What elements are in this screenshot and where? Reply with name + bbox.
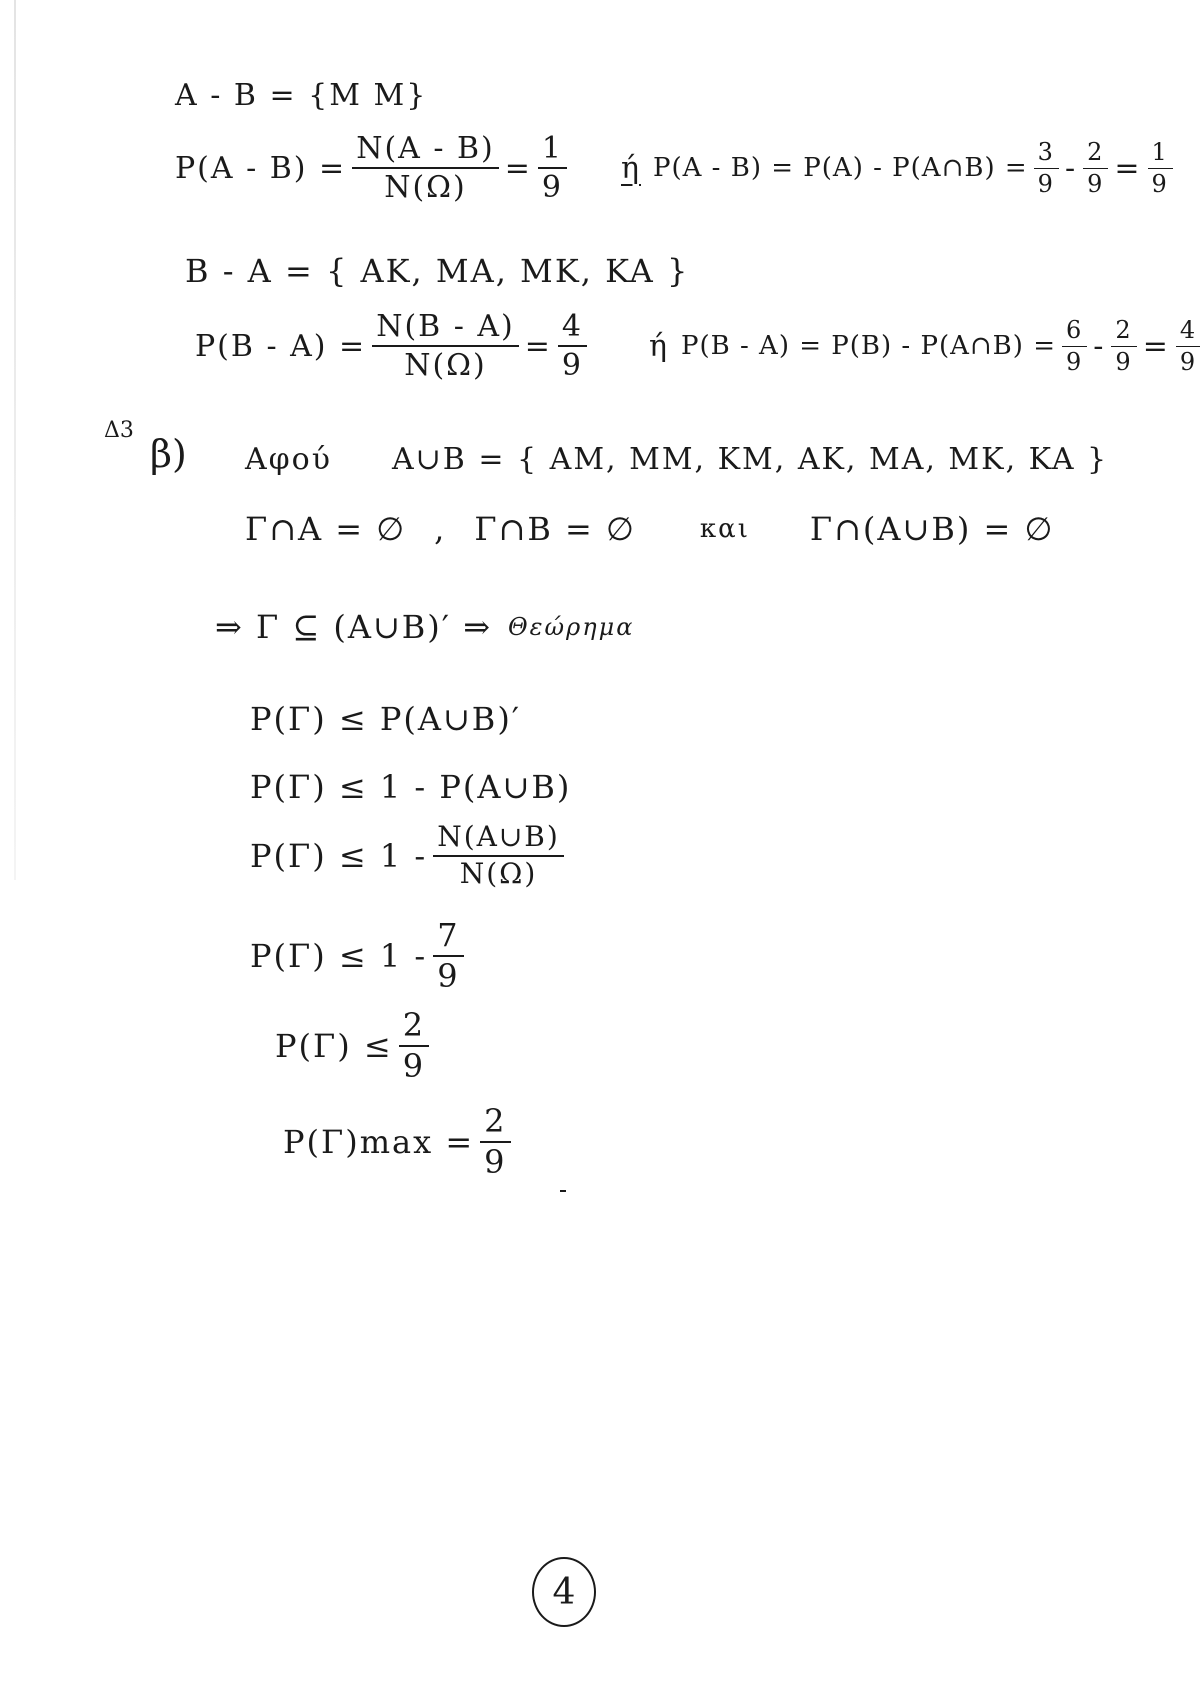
comma: , <box>434 510 447 548</box>
b-minus-a-text: B - A = { AK, MA, MK, KA } <box>185 252 690 290</box>
p-a-minus-b-lhs: P(A - B) = <box>175 150 347 186</box>
minus-sign: - <box>1064 150 1078 186</box>
line-intersections <box>245 510 1054 548</box>
fraction <box>538 132 567 204</box>
line-ineq-1 <box>250 700 521 738</box>
page-number-text: 4 <box>552 1571 576 1613</box>
line-b-minus-a <box>185 252 689 290</box>
fraction-denominator: N(Ω) <box>459 856 538 890</box>
fraction-denominator: 9 <box>561 348 583 383</box>
fraction-denominator: 9 <box>437 957 460 996</box>
fraction <box>1176 317 1200 375</box>
line-ineq-4 <box>250 918 470 994</box>
page-number <box>532 1557 596 1627</box>
fraction-numerator: 3 <box>1034 139 1059 168</box>
fraction <box>1111 317 1136 375</box>
fraction <box>1062 317 1087 375</box>
fraction <box>1148 139 1173 197</box>
g-cap-union: Γ∩(A∪B) = ∅ <box>809 510 1055 548</box>
fraction-denominator: 9 <box>484 1143 507 1182</box>
line-a-minus-b <box>175 78 427 113</box>
ineq-3-lhs: P(Γ) ≤ 1 - <box>250 836 428 875</box>
fraction-denominator: 9 <box>402 1047 426 1086</box>
fraction-denominator: 9 <box>1151 169 1169 198</box>
fraction <box>1034 139 1059 197</box>
fraction-denominator: N(Ω) <box>404 348 487 383</box>
fraction-numerator: 2 <box>399 1008 429 1047</box>
fraction-numerator: 7 <box>433 918 463 957</box>
fraction-numerator: 4 <box>558 310 587 347</box>
fraction-numerator: N(B - A) <box>372 310 519 347</box>
union-expression: A∪B = { AM, MM, KM, AK, MA, MK, KA } <box>391 442 1109 477</box>
line-subset <box>215 608 634 646</box>
fraction <box>372 310 519 382</box>
pmax-lhs: P(Γ)max = <box>283 1123 475 1162</box>
fraction <box>480 1104 510 1180</box>
fraction-numerator: 2 <box>480 1104 510 1143</box>
g-cap-a: Γ∩A = ∅ <box>245 510 407 548</box>
fraction <box>399 1008 429 1084</box>
line-ineq-2 <box>250 768 571 806</box>
or-word: ή <box>649 328 669 364</box>
equals-sign: = <box>1114 150 1142 186</box>
fraction <box>1083 139 1108 197</box>
line-ineq-3 <box>250 822 570 890</box>
fraction-numerator: 1 <box>1148 139 1173 168</box>
alt-formula-lhs: P(A - B) = P(A) - P(A∩B) = <box>652 153 1028 183</box>
fraction-denominator: 9 <box>1179 347 1198 376</box>
fraction <box>352 132 499 204</box>
line-ineq-5 <box>275 1008 435 1084</box>
fraction-numerator: 1 <box>538 132 567 169</box>
fraction-denominator: N(Ω) <box>384 170 467 205</box>
union-word: Αφού <box>245 442 332 477</box>
fraction-denominator: 9 <box>1087 169 1105 198</box>
or-word: ή <box>621 150 641 186</box>
line-p-b-minus-a <box>195 310 1200 382</box>
fraction <box>433 822 564 890</box>
fraction-numerator: N(A∪B) <box>433 822 564 857</box>
scan-edge-line <box>14 0 16 880</box>
fraction-numerator: 2 <box>1083 139 1108 168</box>
question-marker: Δ3 <box>104 418 134 443</box>
fraction-numerator: N(A - B) <box>352 132 499 169</box>
ineq-4-lhs: P(Γ) ≤ 1 - <box>250 937 428 976</box>
fraction-numerator: 4 <box>1176 317 1200 346</box>
line-pmax <box>283 1104 517 1180</box>
fraction-denominator: 9 <box>1115 347 1133 376</box>
theorem-word: Θεώρημα <box>508 613 635 641</box>
fraction-numerator: 2 <box>1111 317 1136 346</box>
ineq-2-text: P(Γ) ≤ 1 - P(A∪B) <box>250 768 572 806</box>
fraction-denominator: 9 <box>541 170 563 205</box>
fraction-denominator: 9 <box>1065 347 1084 376</box>
alt-formula-lhs: P(B - A) = P(B) - P(A∩B) = <box>680 331 1056 361</box>
equals-sign: = <box>504 150 532 186</box>
g-cap-b: Γ∩B = ∅ <box>474 510 636 548</box>
line-p-a-minus-b <box>175 132 1179 204</box>
pen-dash-mark <box>560 1190 566 1192</box>
ineq-1-text: P(Γ) ≤ P(A∪B)′ <box>250 700 522 738</box>
a-minus-b-text: A - B = {M M} <box>175 78 428 113</box>
subset-expression: ⇒ Γ ⊆ (A∪B)′ ⇒ <box>215 608 492 646</box>
ineq-5-lhs: P(Γ) ≤ <box>275 1027 393 1066</box>
equals-sign: = <box>524 328 552 364</box>
minus-sign: - <box>1093 328 1106 364</box>
fraction-numerator: 6 <box>1062 317 1087 346</box>
fraction-denominator: 9 <box>1037 169 1055 198</box>
and-word: και <box>699 514 750 544</box>
line-union <box>245 442 1108 477</box>
p-b-minus-a-lhs: P(B - A) = <box>195 328 367 364</box>
equals-sign: = <box>1142 328 1170 364</box>
fraction <box>558 310 587 382</box>
part-label: β) <box>150 432 187 476</box>
fraction <box>433 918 463 994</box>
